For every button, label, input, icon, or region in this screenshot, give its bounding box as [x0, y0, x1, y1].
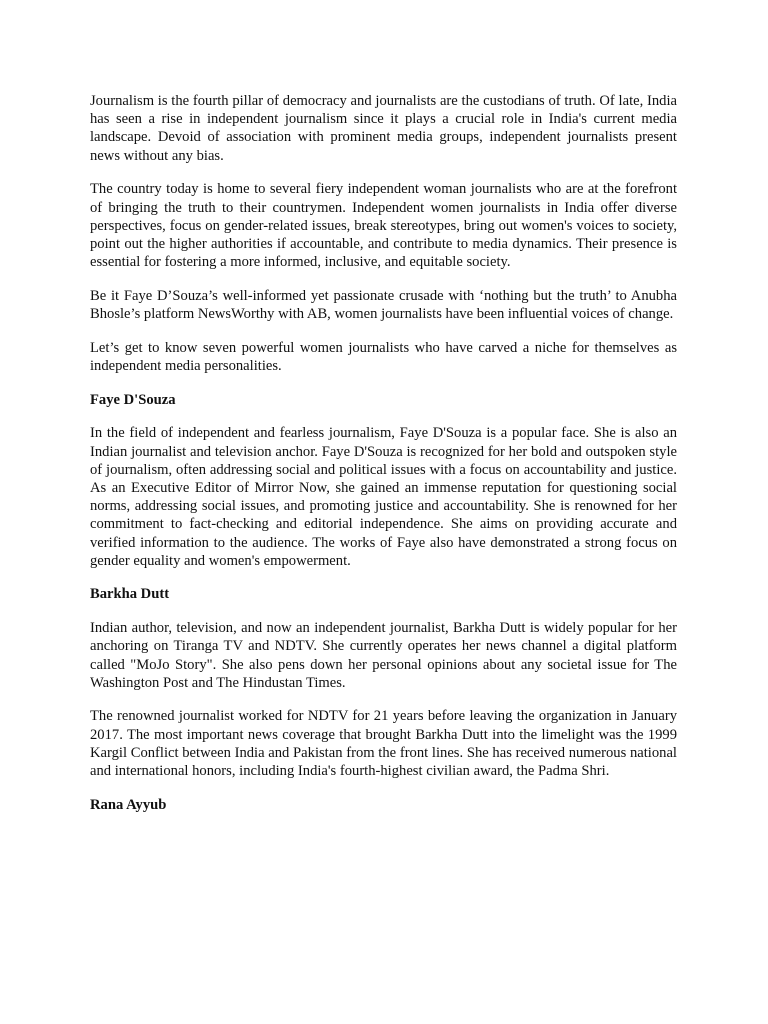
lead-in-paragraph: Let’s get to know seven powerful women journalists who have carved a niche for themselves as independent media personalities. [90, 339, 677, 374]
intro-paragraph: Journalism is the fourth pillar of democracy and journalists are the custodians of truth. Of late, India has seen a rise in independent journalism since it plays a crucial role in India's current media landscape. Devoid of association with prominent media groups, independent journalists present news without any bias. [90, 93, 677, 164]
section-heading-faye-dsouza: Faye D'Souza [90, 391, 176, 408]
barkha-dutt-paragraph-1: Indian author, television, and now an independent journalist, Barkha Dutt is widely popular for her anchoring on Tiranga TV and NDTV. She currently operates her news channel a digital platform called "MoJo Story". She also pens down her personal opinions about any societal issue for The Washington Post and The Hindustan Times. [90, 620, 677, 691]
section-heading-rana-ayyub: Rana Ayyub [90, 796, 167, 813]
examples-paragraph: Be it Faye D’Souza’s well-informed yet passionate crusade with ‘nothing but the truth’ to Anubha Bhosle’s platform NewsWorthy with AB, women journalists have been influential voices of change. [90, 287, 677, 323]
section-heading-barkha-dutt: Barkha Dutt [90, 586, 170, 603]
document-page [90, 92, 677, 830]
context-paragraph: The country today is home to several fiery independent woman journalists who are at the forefront of bringing the truth to their countrymen. Independent women journalists in India offer diverse perspectives, focus on gender-related issues, break stereotypes, bring out women's voices to society, point out the higher authorities if accountable, and contribute to media dynamics. Their presence is essential for fostering a more informed, inclusive, and equitable society. [90, 181, 677, 271]
faye-dsouza-paragraph: In the field of independent and fearless journalism, Faye D'Souza is a popular face. She is also an Indian journalist and television anchor. Faye D'Souza is recognized for her bold and outspoken style of journalism, often addressing social and political issues with a focus on accountability and justice. As an Executive Editor of Mirror Now, she gained an immense reputation for questioning social norms, addressing social issues, and promoting justice and accountability. She is renowned for her commitment to fact-checking and editorial independence. She aims on providing accurate and verified information to the audience. The works of Faye also have demonstrated a strong focus on gender equality and women's empowerment. [90, 425, 677, 569]
barkha-dutt-paragraph-2: The renowned journalist worked for NDTV for 21 years before leaving the organization in January 2017. The most important news coverage that brought Barkha Dutt into the limelight was the 1999 Kargil Conflict between India and Pakistan from the front lines. She has received numerous national and international honors, including India's fourth-highest civilian award, the Padma Shri. [90, 708, 677, 780]
